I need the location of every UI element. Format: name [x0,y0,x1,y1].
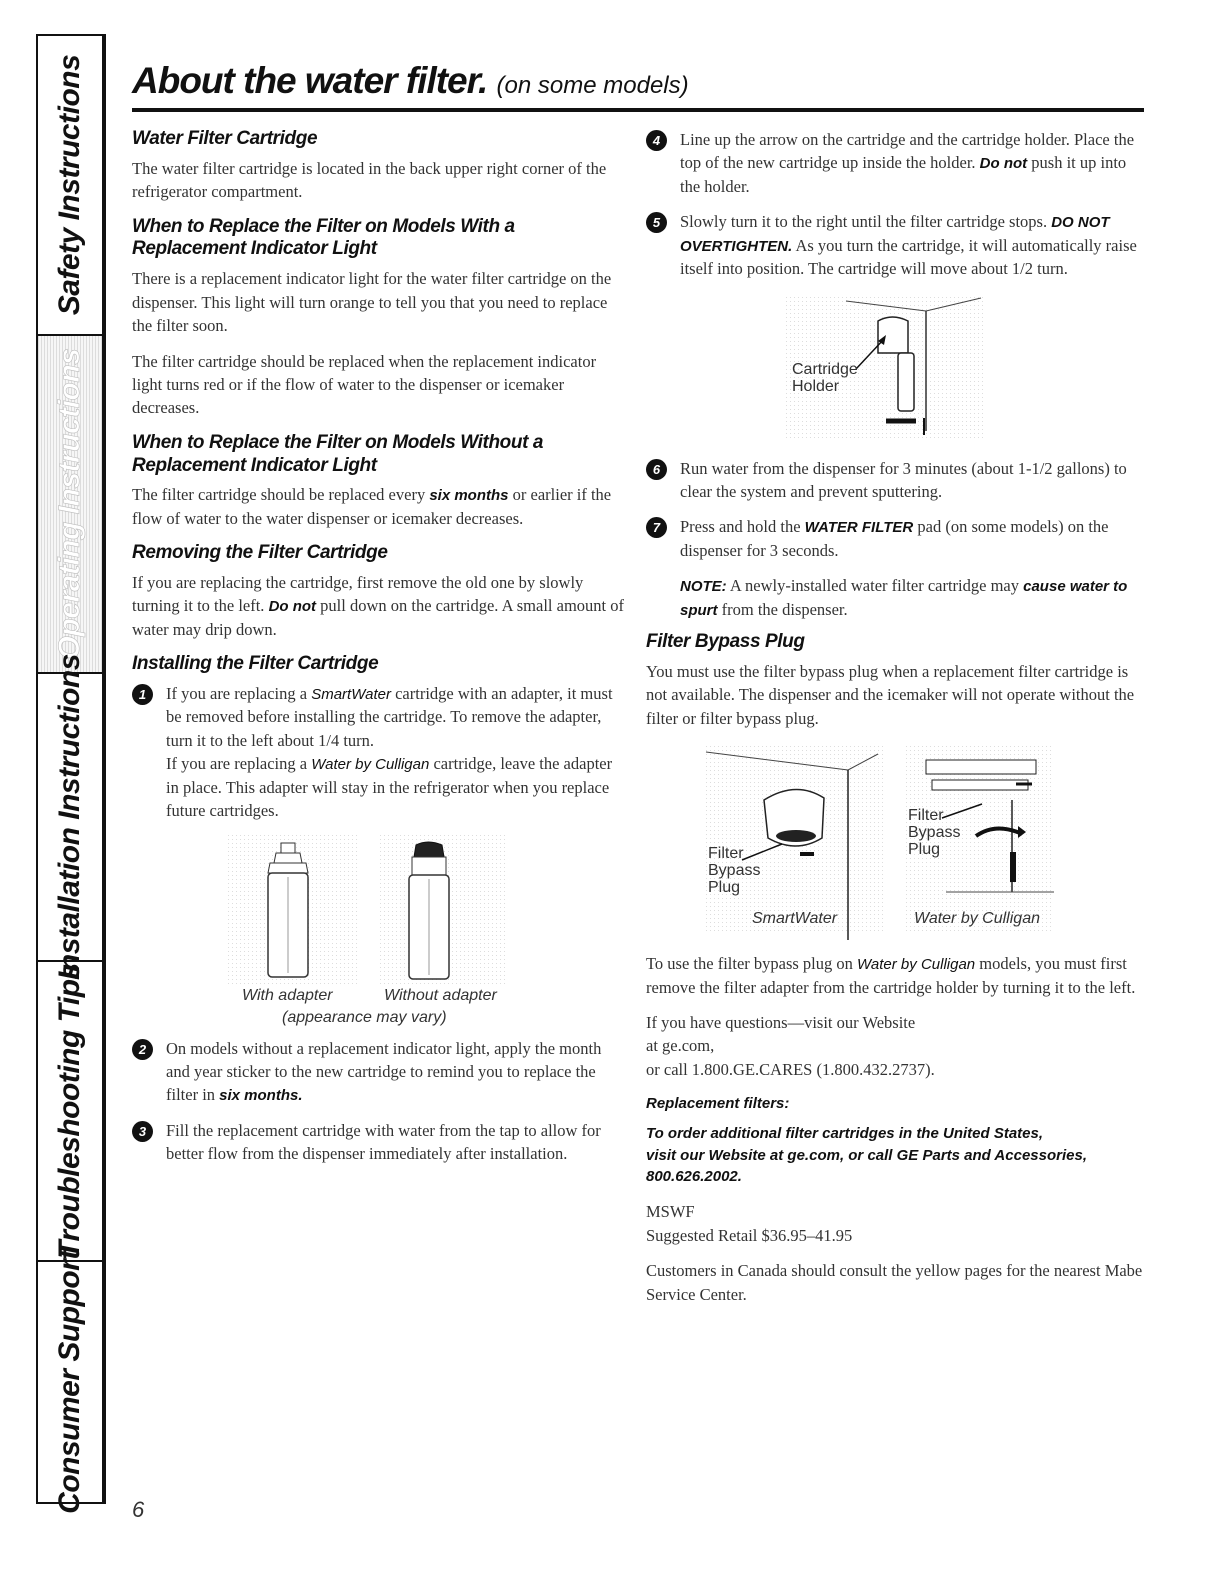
emphasis-text: cause water to spurt [680,578,1128,619]
section-heading: Water Filter Cartridge [132,128,318,149]
step-text [166,752,628,822]
page-number: 6 [132,1497,145,1522]
section-filter-bypass-plug [646,631,1146,730]
tab-consumer-support[interactable] [38,1250,102,1514]
step-4 [646,128,1146,198]
order-line: To order additional filter cartridges in the United States, [646,1124,1044,1142]
section-installing-cartridge [132,653,628,1165]
brand-name: Water by Culligan [857,956,976,974]
step-text: Run water from the dispenser for 3 minutes (about 1-1/2 gallons) to clear the system and prevent sputtering. [680,458,1127,501]
bypass-label-smartwater [708,846,760,896]
tab-label: Operating Instructions [53,348,86,660]
label-line: Holder [792,378,840,396]
step-number-badge: 6 [646,459,667,480]
step-text [680,515,1146,562]
holder-label [792,361,858,396]
step-number-badge: 3 [132,1121,153,1142]
step-1 [132,682,628,823]
section-replace-without-light [132,432,628,530]
label-line: Filter [908,807,944,825]
cartridge-holder-illustration [646,293,1146,443]
text-run: Press and hold the [680,517,801,537]
section-heading: When to Replace the Filter on Models Without a Replacement Indicator Light [132,431,544,476]
text-run: pull down on the cartridge. A small amount of water may drip down. [132,596,624,639]
tab-label: Consumer Support [53,1250,86,1514]
cartridge-with-adapter [268,843,308,977]
label-line: Bypass [908,823,961,841]
section-heading: Filter Bypass Plug [646,631,805,653]
brand-name: Water by Culligan [311,756,430,774]
culligan-instructions [646,952,1146,999]
note [646,574,1146,621]
section-text: There is a replacement indicator light for the water filter cartridge on the dispenser. This light will turn orange to tell you that you need to replace the filter soon. [132,269,612,336]
text-run: or earlier if the flow of water to the water dispenser or icemaker decreases. [132,485,612,528]
part-price: Suggested Retail $36.95–41.95 [646,1225,853,1245]
replacement-heading: Replacement filters: [646,1095,790,1113]
cartridge-figure [132,835,628,1027]
emphasis-text: DO NOT OVERTIGHTEN. [680,214,1110,255]
tab-installation-instructions[interactable] [38,654,102,980]
text-run: Slowly turn it to the right until the filter cartridge stops. [680,212,1048,232]
note-label: NOTE: [680,578,727,596]
section-text [132,571,628,641]
section-text: The water filter cartridge is located in the back upper right corner of the refrigerator compartment. [132,158,607,202]
replacement-filters [646,1093,1146,1188]
text-run: On models without a replacement indicator light, apply the month and year sticker to the new cartridge to remind you to replace the filter in [166,1038,602,1105]
section-text: You must use the filter bypass plug when a replacement filter cartridge is not available. The dispenser and the icemaker will not operate without the filter or filter bypass plug. [646,661,1135,728]
step-number-badge: 1 [132,684,153,705]
section-replace-with-light [132,216,628,420]
text-run: If you are replacing a [166,754,308,774]
step-text [680,210,1146,280]
step-text [166,682,628,752]
contact-line: at ge.com, [646,1036,715,1056]
part-info [646,1200,1146,1247]
side-tab-bar [36,34,106,1514]
contact-line: or call 1.800.GE.CARES (1.800.432.2737). [646,1059,935,1079]
step-text [680,128,1146,198]
step-number-badge: 4 [646,130,667,151]
contact-line: If you have questions—visit our Website [646,1012,916,1032]
canada-info: Customers in Canada should consult the yellow pages for the nearest Mabe Service Center. [646,1261,1143,1304]
page-title-main: About the water filter. [132,60,488,101]
text-run: Line up the arrow on the cartridge and the cartridge holder. Place the top of the new cartridge up inside the holder. [680,130,1135,173]
step-6 [646,457,1146,504]
emphasis-text: six months [429,487,509,505]
figure-label-without-adapter: Without adapter [384,986,497,1004]
step-text [166,1037,628,1107]
tab-troubleshooting-tips[interactable] [38,962,102,1262]
cartridge-without-adapter [409,842,449,979]
step-number-badge: 2 [132,1039,153,1060]
text-run: To use the filter bypass plug on [646,954,853,974]
figure-label-smartwater: SmartWater [752,910,838,928]
section-heading: Removing the Filter Cartridge [132,542,388,564]
text-run: cartridge, leave the adapter in place. This adapter will stay in the refrigerator when you replace future cartridges. [166,754,613,821]
tab-label: Troubleshooting Tips [53,963,86,1259]
section-heading: When to Replace the Filter on Models With a Replacement Indicator Light [132,215,515,260]
figure-label-with-adapter: With adapter [242,986,333,1004]
figure-caption: (appearance may vary) [282,1008,447,1026]
left-column [132,128,628,1178]
section-text [132,483,628,530]
text-run: push it up into the holder. [680,153,1127,196]
label-line: Filter [708,845,744,863]
brand-name: SmartWater [311,686,391,704]
contact-info [646,1011,1146,1081]
page-title [132,60,689,102]
section-text: The filter cartridge should be replaced when the replacement indicator light turns red or if the flow of water to the dispenser or icemaker decreases. [132,351,597,418]
text-run: from the dispenser. [721,599,848,619]
section-heading: Installing the Filter Cartridge [132,653,379,675]
page-title-subtitle: (on some models) [496,72,689,99]
label-line: Bypass [708,861,761,879]
section-water-filter-cartridge [132,128,628,204]
text-run: pad (on some models) on the dispenser for 3 seconds. [680,517,1109,560]
cartridge-holder-figure [646,293,1146,443]
emphasis-text: six months. [219,1087,303,1105]
cartridge-illustration [132,835,628,985]
tab-operating-instructions[interactable] [38,336,102,674]
part-model: MSWF [646,1202,695,1222]
step-5 [646,210,1146,280]
text-run: As you turn the cartridge, it will automatically raise itself into position. The cartridge will move about 1/2 turn. [680,235,1137,279]
step-2 [132,1037,628,1107]
step-7 [646,515,1146,562]
section-removing-cartridge [132,542,628,641]
order-line: visit our Website at ge.com, or call GE Parts and Accessories, [646,1146,1087,1164]
figure-label-culligan: Water by Culligan [914,910,1040,928]
text-run: models, you must first remove the filter adapter from the cartridge holder by turning it to the left. [646,954,1136,997]
tab-label: Safety Instructions [53,54,86,316]
tab-label: Installation Instructions [53,654,86,980]
text-run: If you are replacing a [166,684,308,704]
right-column [646,128,1146,1318]
tab-safety-instructions[interactable] [38,36,102,336]
order-line: 800.626.2002. [646,1168,742,1186]
note-text [680,574,1146,621]
text-run: cartridge with an adapter, it must be removed before installing the cartridge. To remove the adapter, turn it to the left about 1/4 turn. [166,684,613,750]
text-run: If you are replacing the cartridge, first remove the old one by slowly turning it to the left. [132,573,584,616]
emphasis-text: Do not [268,598,317,616]
step-number-badge: 7 [646,517,667,538]
text-run: A newly-installed water filter cartridge may [729,576,1019,596]
emphasis-text: Do not [979,155,1028,173]
bypass-plug-figure [646,742,1146,942]
text-run: The filter cartridge should be replaced every [132,485,426,505]
emphasis-text: WATER FILTER [804,519,914,537]
label-line: Plug [908,840,941,858]
step-number-badge: 5 [646,212,667,233]
label-line: Plug [708,878,741,896]
title-divider [132,108,1144,112]
step-3 [132,1119,628,1166]
bypass-plug-illustration [646,742,1146,942]
bypass-label-culligan [908,808,960,858]
step-text: Fill the replacement cartridge with water from the tap to allow for better flow from the dispenser immediately after installation. [166,1120,601,1164]
label-line: Cartridge [792,360,858,378]
